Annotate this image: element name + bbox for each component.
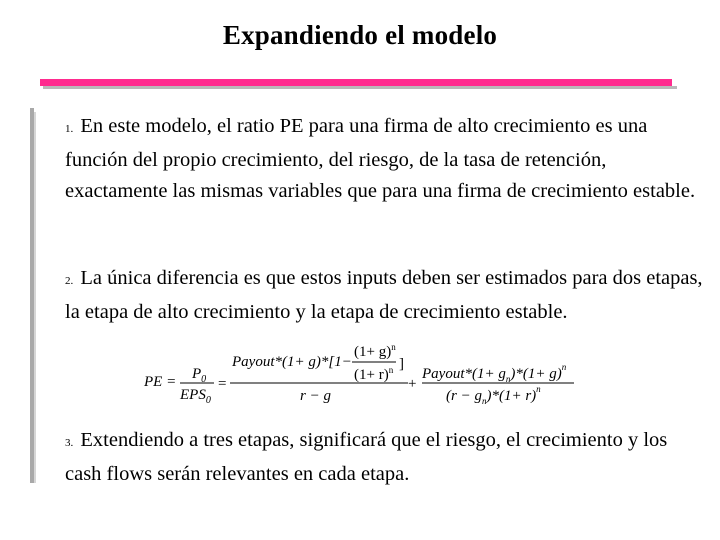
title-underline-shadow [43,86,677,89]
formula-term1-close-bracket: ] [399,356,404,372]
left-accent-shadow [34,112,36,483]
point-1 [65,111,705,207]
point-1-text: En este modelo, el ratio PE para una firma de alto crecimiento es una función del propio crecimiento, del riesgo, de la tasa de retención, exactamente las mismas variables que para una firma de crecimiento estable. [65,115,696,202]
slide-title: Expandiendo el modelo [222,20,498,50]
formula-equals: = [218,376,227,392]
formula-eps: $EPS_0$ [180,387,211,406]
formula-term1-inner-num: $(1+ g)^n$ [354,342,396,360]
formula-term1-numerator: Payout*(1+ g)*[1− [232,354,352,370]
pe-formula [140,342,590,410]
formula-lhs: PE = [144,374,177,390]
formula-term1-denominator: r − g [300,388,331,404]
formula-plus: + [408,376,417,392]
point-3-number: 3. [65,437,74,449]
formula-term1-inner-den: $(1+ r)^n$ [354,365,394,383]
title-underline-bar [40,79,672,86]
formula-term2-denominator: $(r - g_n)*(1+ r)^n$ [446,384,541,406]
point-2 [65,263,705,340]
point-3-text: Extendiendo a tres etapas, significará que el riesgo, el crecimiento y los cash flows serán relevantes en cada etapa. [65,429,668,485]
point-2-number: 2. [65,275,74,287]
point-3 [65,425,705,490]
formula-term2-numerator: Payout*(1+ $g_n)*(1+ g)^n$ [422,362,567,384]
formula-p0: $P_0$ [192,366,207,385]
point-1-number: 1. [65,123,74,135]
point-2-text: La única diferencia es que estos inputs deben ser estimados para dos etapas, la etapa de alto crecimiento y la etapa de crecimiento estable. [65,267,703,323]
